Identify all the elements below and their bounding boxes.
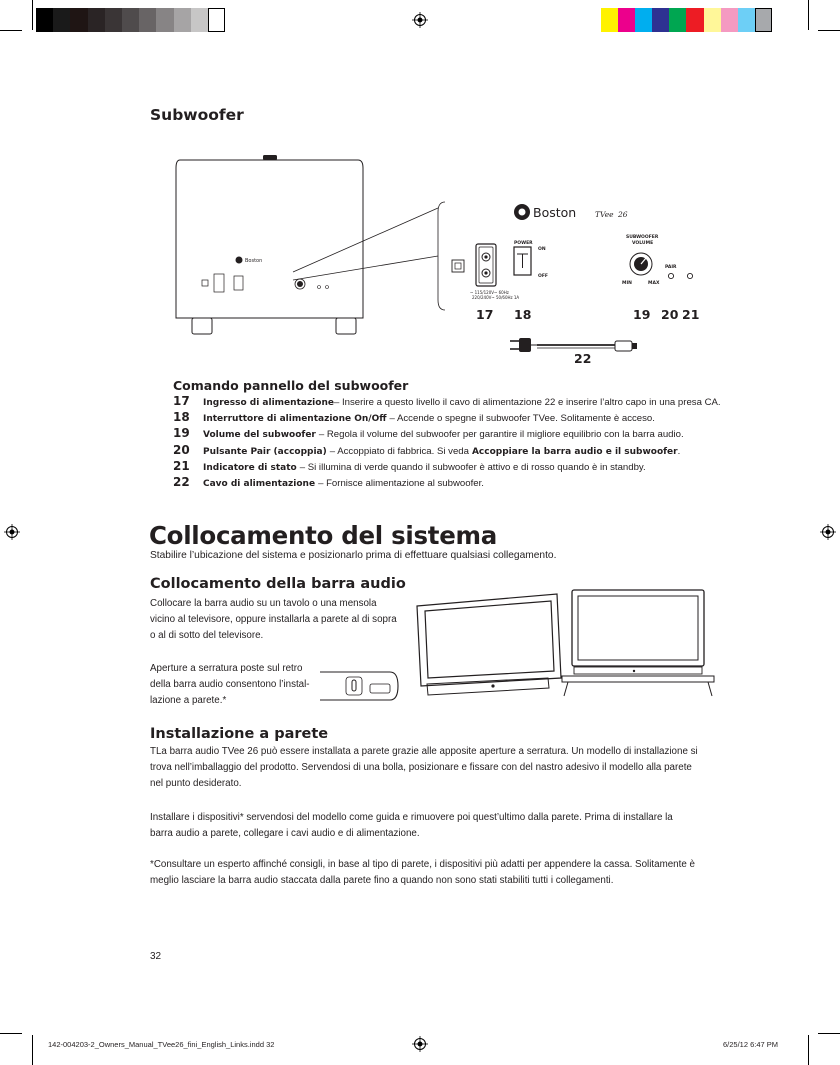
page-number: 32 xyxy=(150,951,162,962)
keyhole-text xyxy=(150,661,310,710)
wall-mounted-tv-illustration xyxy=(413,592,565,700)
svg-text:VOLUME: VOLUME xyxy=(632,241,654,246)
crop-mark xyxy=(32,1035,33,1065)
svg-text:26: 26 xyxy=(618,210,628,219)
crop-mark xyxy=(818,30,840,31)
subwoofer-foot xyxy=(336,318,356,334)
gray-swatch xyxy=(139,8,156,32)
callout-row xyxy=(173,459,773,475)
subwoofer-panel-title: Comando pannello del subwoofer xyxy=(173,378,409,393)
color-calibration-bar xyxy=(601,8,772,32)
color-swatch xyxy=(635,8,652,32)
text-line: lazione a parete.* xyxy=(150,695,227,707)
color-swatch xyxy=(755,8,772,32)
status-indicator xyxy=(687,273,692,278)
callout-term: Interruttore di alimentazione On/Off xyxy=(203,414,387,425)
svg-text:OFF: OFF xyxy=(538,274,548,279)
wall-note-text xyxy=(150,857,695,889)
text-line: Installare i dispositivi* servendosi del modello come guida e rimuovere poi quest’ultimo dalla parete. Prima di installare la xyxy=(150,812,673,823)
svg-text:20: 20 xyxy=(661,307,679,322)
gray-swatch xyxy=(70,8,87,32)
text-line: *Consultare un esperto affinché consigli, in base al tipo di parete, i dispositivi più adatti per appendere la cassa. Solitamente è xyxy=(150,859,695,870)
svg-text:MAX: MAX xyxy=(648,281,660,286)
gray-swatch xyxy=(208,8,225,32)
color-swatch xyxy=(601,8,618,32)
section-subtitle: Stabilire l’ubicazione del sistema e posizionarlo prima di effettuare qualsiasi collegamento. xyxy=(150,550,557,561)
svg-text:17: 17 xyxy=(476,307,494,322)
text-line: trova nell’imballaggio del prodotto. Servendosi di una bolla, posizionare e fissare con del nastro adesivo il modello alla parete xyxy=(150,762,692,774)
callout-row xyxy=(173,475,773,491)
tv-on-stand-illustration xyxy=(560,586,716,698)
soundbar-keyhole-illustration xyxy=(320,668,404,706)
svg-text:21: 21 xyxy=(682,307,700,322)
svg-text:22: 22 xyxy=(574,351,592,366)
boston-logo: Boston xyxy=(533,205,577,220)
registration-mark-icon xyxy=(820,524,836,540)
color-swatch xyxy=(738,8,755,32)
callout-row xyxy=(173,394,773,410)
gray-swatch xyxy=(191,8,208,32)
crop-mark xyxy=(0,30,22,31)
svg-text:Boston: Boston xyxy=(245,258,263,264)
callout-number: 18 xyxy=(173,410,190,425)
text-line: o al di sotto del televisore. xyxy=(150,630,264,642)
grayscale-calibration-bar xyxy=(36,8,225,32)
svg-text:SUBWOOFER: SUBWOOFER xyxy=(626,235,659,240)
text-line: della barra audio consentono l’instal- xyxy=(150,679,310,691)
callout-description: – Inserire a questo livello il cavo di alimentazione 22 e inserire l’altro capo in una presa CA. xyxy=(333,397,721,408)
crop-mark xyxy=(818,1033,840,1034)
subwoofer-foot xyxy=(192,318,212,334)
callout-description: – Regola il volume del subwoofer per garantire il migliore equilibrio con la barra audio. xyxy=(318,429,684,441)
soundbar-placement-title: Collocamento della barra audio xyxy=(150,576,406,592)
color-swatch xyxy=(704,8,721,32)
callout-description: – Accoppiato di fabbrica. Si veda xyxy=(329,445,469,457)
gray-swatch xyxy=(36,8,53,32)
svg-text:220/240V~ 50/60Hz 1A: 220/240V~ 50/60Hz 1A xyxy=(472,295,520,300)
callout-term: Pulsante Pair (accoppia) xyxy=(203,446,327,457)
callout-description: – Si illumina di verde quando il subwoofer è attivo e di rosso quando è in standby. xyxy=(299,461,646,473)
callout-reference: Accoppiare la barra audio e il subwoofer xyxy=(471,446,678,457)
section-title: Collocamento del sistema xyxy=(149,521,497,550)
callout-number: 19 xyxy=(173,426,190,441)
callout-row xyxy=(173,443,773,459)
callout-term: Indicatore di stato xyxy=(203,462,297,473)
callout-number: 17 xyxy=(173,394,190,408)
soundbar-placement-text xyxy=(150,596,397,645)
color-swatch xyxy=(669,8,686,32)
callout-row xyxy=(173,410,773,426)
color-swatch xyxy=(652,8,669,32)
wall-installation-text xyxy=(150,744,698,793)
subwoofer-heading: Subwoofer xyxy=(150,106,244,124)
callout-number: 20 xyxy=(173,442,190,457)
text-line: meglio lasciare la barra audio staccata dalla parete fino a quando non sono stati stabiliti tutti i collegamenti. xyxy=(150,875,614,887)
registration-mark-icon xyxy=(412,1036,428,1052)
callout-term: Volume del subwoofer xyxy=(203,430,316,441)
gray-swatch xyxy=(53,8,70,32)
callout-description: – Fornisce alimentazione al subwoofer. xyxy=(318,477,484,489)
subwoofer-callout-list xyxy=(173,394,773,491)
gray-swatch xyxy=(105,8,122,32)
crop-mark xyxy=(32,0,33,30)
subwoofer-cabinet xyxy=(176,160,363,318)
gray-swatch xyxy=(88,8,105,32)
text-line: nel punto desiderato. xyxy=(150,778,242,790)
callout-term: Cavo di alimentazione xyxy=(203,478,316,489)
text-line: TLa barra audio TVee 26 può essere installata a parete grazie alle apposite aperture a serratura. Un modello di installazione si xyxy=(150,746,698,757)
svg-text:PAIR: PAIR xyxy=(665,265,677,270)
footer-timestamp: 6/25/12 6:47 PM xyxy=(723,1040,779,1049)
color-swatch xyxy=(618,8,635,32)
footer-filename: 142-004203-2_Owners_Manual_TVee26_fini_English_Links.indd 32 xyxy=(48,1040,275,1049)
callout-number: 22 xyxy=(173,474,190,489)
svg-text:TVee: TVee xyxy=(595,210,614,219)
callout-description: – Accende o spegne il subwoofer TVee. Solitamente è acceso. xyxy=(389,413,655,425)
color-swatch xyxy=(721,8,738,32)
gray-swatch xyxy=(156,8,173,32)
registration-mark-icon xyxy=(4,524,20,540)
wall-hardware-text xyxy=(150,810,673,842)
crop-mark xyxy=(0,1033,22,1034)
svg-text:19: 19 xyxy=(633,307,651,322)
wall-installation-title: Installazione a parete xyxy=(150,726,329,742)
text-line: vicino al televisore, oppure installarla a parete al di sopra xyxy=(150,614,397,626)
callout-term: Ingresso di alimentazione xyxy=(203,398,334,408)
gray-swatch xyxy=(122,8,139,32)
svg-text:MIN: MIN xyxy=(622,281,632,286)
text-line: Aperture a serratura poste sul retro xyxy=(150,663,303,674)
registration-mark-icon xyxy=(412,12,428,28)
subwoofer-diagram xyxy=(170,150,730,370)
callout-row xyxy=(173,426,773,442)
crop-mark xyxy=(808,0,809,30)
callout-number: 21 xyxy=(173,458,190,473)
text-line: barra audio a parete, collegare i cavi audio e di alimentazione. xyxy=(150,828,420,840)
power-cord-plug xyxy=(519,338,531,352)
subwoofer-top-handle xyxy=(263,155,277,160)
pair-button xyxy=(668,273,673,278)
gray-swatch xyxy=(174,8,191,32)
text-line: Collocare la barra audio su un tavolo o una mensola xyxy=(150,598,377,609)
svg-text:18: 18 xyxy=(514,307,532,322)
svg-text:POWER: POWER xyxy=(514,241,533,246)
callout-period: . xyxy=(677,445,681,457)
ground-symbol xyxy=(452,260,464,272)
crop-mark xyxy=(808,1035,809,1065)
svg-text:~ 115/120V~ 60Hz: ~ 115/120V~ 60Hz xyxy=(470,290,509,295)
color-swatch xyxy=(686,8,703,32)
svg-text:ON: ON xyxy=(538,247,546,252)
